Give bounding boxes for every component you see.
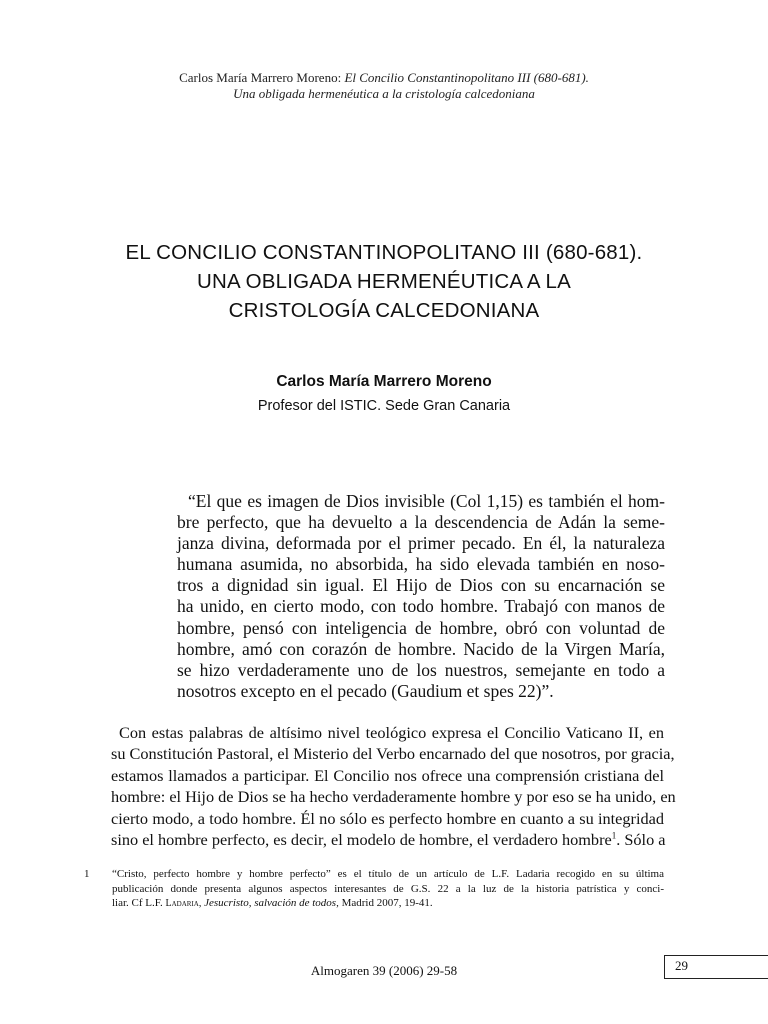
body-line: estamos llamados a participar. El Concilio nos ofrece una comprensión cristiana del — [111, 765, 664, 785]
body-line-text-end: . Sólo a — [616, 830, 666, 850]
body-line: Con estas palabras de altísimo nivel teológico expresa el Concilio Vaticano II, en — [119, 723, 664, 742]
body-line-with-footnote — [111, 829, 664, 850]
running-header — [0, 70, 768, 102]
quote-line: humana asumida, no absorbida, ha sido elevada también en noso- — [177, 554, 665, 575]
body-line-text: sino el hombre perfecto, es decir, el modelo de hombre, el verdadero hombre — [111, 830, 612, 850]
quote-line: tros a dignidad sin igual. El Hijo de Dios con su encarnación se — [177, 575, 665, 596]
article-title — [40, 238, 728, 325]
footnote — [84, 867, 664, 912]
footnote-cited-title: Jesucristo, salvación de todos, — [204, 897, 339, 909]
footnote-reference[interactable]: 1 — [611, 830, 617, 841]
footnote-cf: liar. Cf L.F. — [112, 897, 163, 909]
footnote-line: publicación donde presenta algunos aspectos interesantes de G.S. 22 a la luz de la historia patrística y conci- — [112, 882, 664, 895]
running-header-author: Carlos María Marrero Moreno: — [179, 70, 342, 85]
author-name: Carlos María Marrero Moreno — [276, 373, 492, 390]
title-line: EL CONCILIO CONSTANTINOPOLITANO III (680-681). — [125, 241, 643, 264]
page-number-box — [664, 955, 768, 979]
quote-line: nosotros excepto en el pecado (Gaudium et spes 22)”. — [177, 680, 554, 701]
quote-line: ha unido, en cierto modo, con todo hombre. Trabajó con manos de — [177, 596, 665, 617]
body-line: su Constitución Pastoral, el Misterio del Verbo encarnado del que nosotros, por gracia, — [111, 744, 675, 764]
epigraph-quote — [177, 491, 665, 702]
footnote-line: “Cristo, perfecto hombre y hombre perfecto” es el título de un artículo de L.F. Ladaria recogido en su última — [112, 868, 664, 880]
footnote-number: 1 — [84, 868, 90, 880]
running-header-title-part1: El Concilio Constantinopolitano III (680-681). — [344, 70, 589, 85]
quote-line: hombre, amó con corazón de hombre. Nacido de la Virgen María, — [177, 638, 665, 659]
footnote-line-citation — [84, 896, 664, 912]
body-paragraph — [111, 722, 676, 850]
running-header-line-2 — [0, 86, 768, 102]
footnote-cited-author: Ladaria, — [165, 898, 202, 909]
quote-line: “El que es imagen de Dios invisible (Col 1,15) es también el hom- — [188, 491, 665, 511]
quote-line: bre perfecto, que ha devuelto a la descendencia de Adán la seme- — [177, 512, 665, 533]
footnote-cited-details: Madrid 2007, 19-41. — [341, 897, 433, 909]
quote-line: se hizo verdaderamente uno de los nuestros, semejante en todo a — [177, 659, 665, 680]
author-affiliation: Profesor del ISTIC. Sede Gran Canaria — [257, 398, 511, 414]
title-line: UNA OBLIGADA HERMENÉUTICA A LA — [197, 270, 571, 293]
quote-line: hombre, pensó con inteligencia de hombre, obró con voluntad de — [177, 617, 665, 638]
quote-line: janza divina, deformada por el primer pecado. En él, la naturaleza — [177, 533, 665, 554]
running-header-title-part2: Una obligada hermenéutica a la cristología calcedoniana — [233, 86, 535, 101]
title-line: CRISTOLOGÍA CALCEDONIANA — [228, 299, 540, 322]
body-line: hombre: el Hijo de Dios se ha hecho verdaderamente hombre y por eso se ha unido, en — [111, 787, 676, 807]
running-header-line-1 — [0, 70, 768, 86]
journal-citation: Almogaren 39 (2006) 29-58 — [310, 963, 458, 978]
body-line: cierto modo, a todo hombre. Él no sólo es perfecto hombre en cuanto a su integridad — [111, 808, 664, 828]
page-number: 29 — [675, 958, 688, 973]
